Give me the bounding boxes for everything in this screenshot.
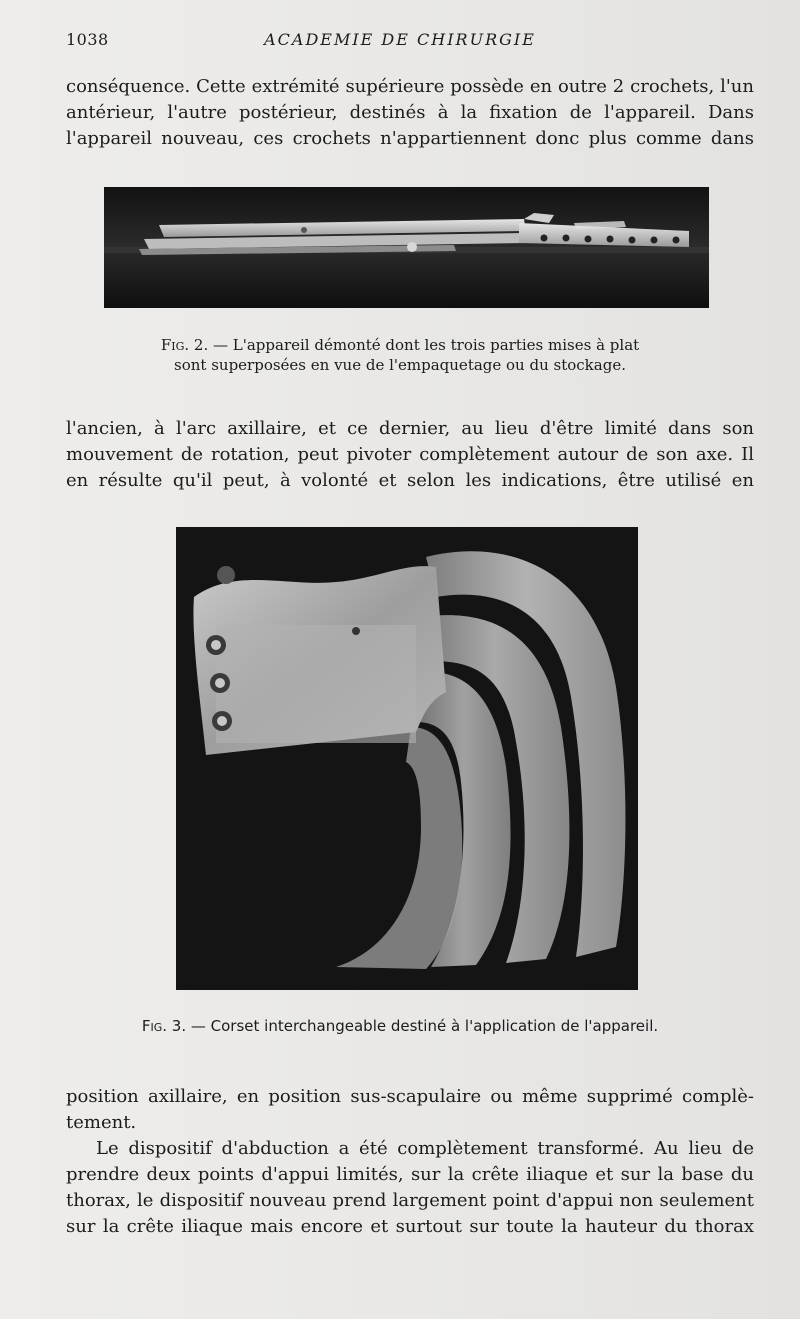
paragraph-line: en résulte qu'il peut, à volonté et selon les indications, être utilisé en	[66, 470, 754, 491]
figure-2-caption-line-2: sont superposées en vue de l'empaquetage ou du stockage.	[174, 356, 626, 374]
paragraph-3	[66, 1084, 754, 1240]
running-title: ACADEMIE DE CHIRURGIE	[264, 30, 536, 49]
figure-2-caption-line-1: — L'appareil démonté dont les trois parties mises à plat	[213, 336, 640, 354]
page-number: 1038	[66, 30, 109, 49]
figure-3-caption-text: — Corset interchangeable destiné à l'application de l'appareil.	[190, 1017, 659, 1035]
corset-image	[176, 527, 638, 990]
paragraph-line: position axillaire, en position sus-scapulaire ou même supprimé complè-	[66, 1086, 754, 1107]
paragraph-line: thorax, le dispositif nouveau prend largement point d'appui non seulement	[66, 1190, 754, 1211]
paragraph-line: Le dispositif d'abduction a été complètement transformé. Au lieu de	[96, 1138, 754, 1159]
apparatus-disassembled-image	[104, 187, 709, 308]
paragraph-line: conséquence. Cette extrémité supérieure possède en outre 2 crochets, l'un	[66, 76, 754, 97]
paragraph-line: sur la crête iliaque mais encore et surtout sur toute la hauteur du thorax	[66, 1216, 754, 1237]
figure-3-caption	[66, 1016, 734, 1036]
paragraph-line: l'appareil nouveau, ces crochets n'appartiennent donc plus comme dans	[66, 128, 754, 149]
figure-3-photo	[176, 527, 638, 990]
figure-3-label: Fig. 3.	[141, 1017, 187, 1035]
paragraph-line: l'ancien, à l'arc axillaire, et ce dernier, au lieu d'être limité dans son	[66, 418, 754, 439]
paragraph-line: prendre deux points d'appui limités, sur la crête iliaque et sur la base du	[66, 1164, 754, 1185]
paragraph-line: mouvement de rotation, peut pivoter complètement autour de son axe. Il	[66, 444, 754, 465]
paragraph-2	[66, 416, 754, 494]
paragraph-line: tement.	[66, 1112, 137, 1133]
figure-2-label: Fig. 2.	[160, 336, 209, 354]
figure-2-caption	[66, 335, 734, 375]
figure-2-photo	[104, 187, 709, 308]
paragraph-line: antérieur, l'autre postérieur, destinés à la fixation de l'appareil. Dans	[66, 102, 754, 123]
paragraph-1	[66, 74, 754, 152]
